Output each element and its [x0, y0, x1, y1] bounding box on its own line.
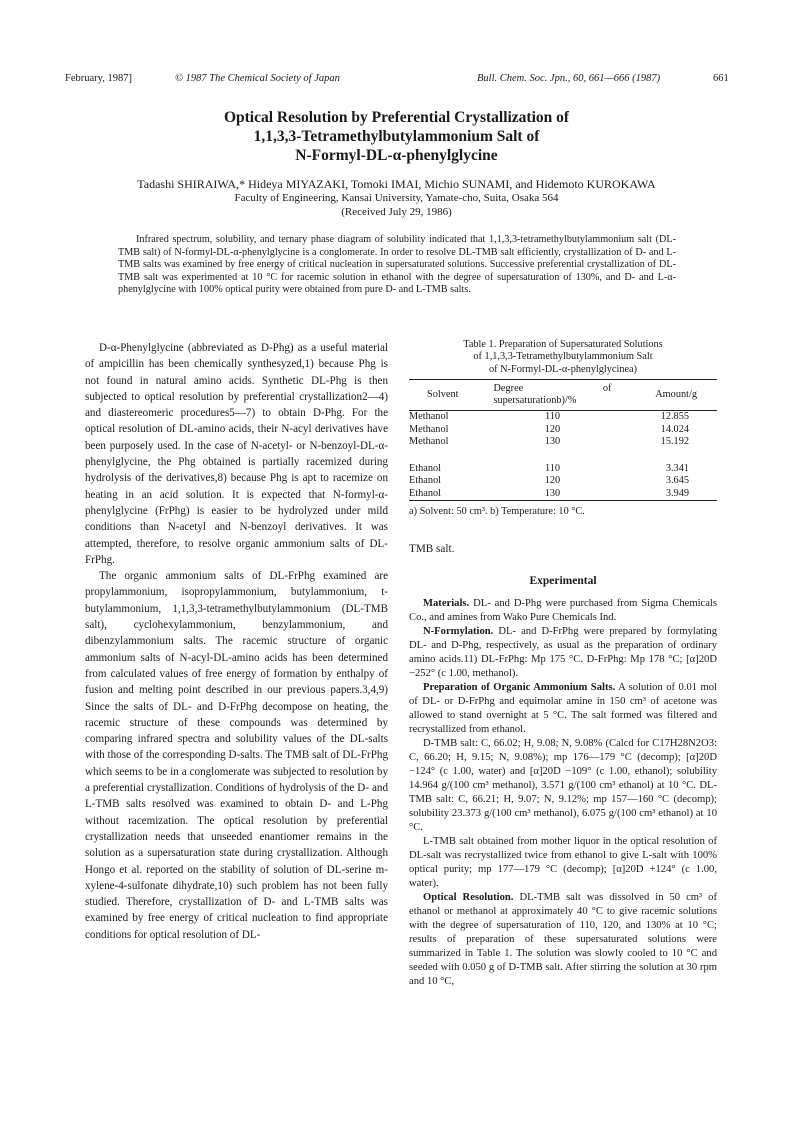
author-list: Tadashi SHIRAIWA,* Hideya MIYAZAKI, Tomoki IMAI, Michio SUNAMI, and Hidemoto KUROKAWA — [137, 177, 656, 191]
body-paragraph — [409, 737, 717, 835]
table-cell: 120 — [544, 475, 561, 487]
table-row — [409, 424, 717, 437]
table-caption — [409, 339, 717, 376]
run-in-head: Optical Resolution. — [423, 892, 514, 904]
body-paragraph — [409, 835, 717, 891]
body-paragraph: The organic ammonium salts of DL-FrPhg examined are propylammonium, isopropylammonium, butylammonium, t-butylammonium, 1,1,3,3-tetramethylbutylammonium (DL-TMB salt), cyclohexylammonium, benzylammonium, and dibenzylammonium salts. The racemic structure of organic ammonium salts of N-acyl-DL-amino acids has been determined from calculated values of free energy of formation by enthalpy of fusion and melting point described in our previous papers.3,4,9) Since the salts of DL- and D-FrPhg decompose on heating, the racemic structure of these compounds was determined by comparing infrared spectra and solubility values of the DL-salts with those of the corresponding D-salts. The TMB salt of DL-FrPhg which seems to be in a conglomerate was subjected to resolution by a preferential crystallization. Conditions of hydrolysis of the D- and L-TMB salts resolved was examined to obtain D- and L-Phg without racemization. The optical resolution by preferential crystallization needs that unseeded enantiomer remains in the solution as a supersaturation state during crystallization. Although Hongo et al. reported on the stability of solution of DL-serine m-xylene-4-sulfonate dihydrate,10) such problem has not been fully studied. Therefore, crystallization of D- and L-TMB salts was examined by free energy of critical nucleation to find appropriate conditions for optical resolution of DL- — [85, 570, 388, 941]
title-line: N-Formyl-DL-α-phenylglycine — [295, 147, 498, 164]
table-cell: Methanol — [409, 411, 449, 423]
run-in-head: N-Formylation. — [423, 626, 494, 638]
table-cell: 3.645 — [665, 475, 689, 487]
affiliation-block — [0, 192, 793, 219]
table-cell: 130 — [493, 488, 611, 501]
right-column — [409, 339, 717, 989]
paragraph-text: L-TMB salt obtained from mother liquor in the optical resolution of DL-salt was recrystallized twice from ethanol to give L-salt with 100% optical purity; mp 177—179 °C (decomp); [α]20D +124° (c 1.00, water). — [409, 836, 717, 890]
body-paragraph — [409, 681, 717, 737]
table-cell: 130 — [544, 436, 561, 448]
data-table — [409, 379, 717, 501]
table-row — [409, 436, 717, 449]
table-cell: 3.949 — [611, 488, 717, 501]
table-cell: 120 — [544, 423, 561, 435]
paragraph-text: DL- and D-Phg were purchased from Sigma Chemicals Co., and amines from Wako Pure Chemicals Ind. — [409, 598, 717, 624]
title-line: 1,1,3,3-Tetramethylbutylammonium Salt of — [253, 128, 540, 145]
table-header-row — [409, 380, 717, 411]
table-row — [409, 463, 717, 476]
title-line: Optical Resolution by Preferential Crystallization of — [223, 109, 570, 126]
table-cell: 110 — [544, 411, 561, 423]
paragraph-text: DL-TMB salt was dissolved in 50 cm³ of ethanol or methanol at approximately 40 °C to give racemic solutions with the degree of supersaturation of 110, 120, and 130% at 10 °C; results of preparation of these supersaturated solutions were summarized in Table 1. The solution was slowly cooled to 10 °C and seeded with 0.050 g of D-TMB salt. After stirring the solution at 30 rpm and 10 °C, — [409, 892, 718, 988]
left-column — [85, 340, 388, 943]
header-date: February, 1987] — [65, 73, 132, 84]
paragraph-text: DL- and D-FrPhg were prepared by formylating DL- and D-Phg, respectively, as usual as the preparation of ordinary amino acids.11) DL-FrPhg: Mp 175 °C. D-FrPhg: Mp 178 °C; [α]20D −252° (c 1.00, methanol). — [409, 626, 717, 680]
table-row — [409, 488, 717, 501]
column-header: Solvent — [409, 380, 493, 411]
header-journal: Bull. Chem. Soc. Jpn., 60, 661—666 (1987) — [477, 73, 661, 84]
table-footnote: a) Solvent: 50 cm³. b) Temperature: 10 °C. — [409, 506, 585, 518]
section-heading: Experimental — [529, 574, 597, 587]
table-caption-line: of N-Formyl-DL-α-phenylglycinea) — [488, 363, 638, 375]
body-paragraph — [409, 891, 717, 989]
table-spacer — [409, 449, 717, 463]
affiliation: Faculty of Engineering, Kansai University, Yamate-cho, Suita, Osaka 564 — [234, 192, 559, 204]
table-cell: Methanol — [409, 436, 449, 448]
table-caption-line: of 1,1,3,3-Tetramethylbutylammonium Salt — [473, 351, 653, 363]
paragraph-text: D-TMB salt: C, 66.02; H, 9.08; N, 9.08% (Calcd for C17H28N2O3: C, 66.20; H, 9.15; N, 9.08%); mp 176—179 °C (decomp); [α]20D −124° (c 1.00, water) and [α]20D −109° (c 1.00, ethanol); solubility 14.964 g/(100 cm³ methanol), 3.571 g/(100 cm³ ethanol) at 10 °C. DL-TMB salt: C, 66.21; H, 9.07; N, 9.12%; mp 157—160 °C (decomp); solubility 23.373 g/(100 cm³ methanol), 6.075 g/(100 cm³ ethanol) at 10 °C. — [409, 738, 717, 834]
table-caption-line: Table 1. Preparation of Supersaturated Solutions — [463, 339, 663, 350]
table-row — [409, 411, 717, 424]
column-header: Amount/g — [611, 380, 717, 411]
experimental-section — [409, 597, 717, 989]
column-header: Degree of supersaturationb)/% — [493, 380, 611, 411]
table-cell: 12.855 — [660, 411, 689, 423]
table-cell: 14.024 — [660, 423, 689, 435]
table-cell: 15.192 — [660, 436, 689, 448]
header-page-number: 661 — [713, 73, 729, 84]
table-cell: Ethanol — [409, 462, 442, 474]
run-in-head: Preparation of Organic Ammonium Salts. — [423, 682, 616, 694]
article-title — [0, 108, 793, 165]
body-paragraph — [409, 625, 717, 681]
table-cell: Ethanol — [409, 488, 493, 501]
table-cell: Methanol — [409, 423, 449, 435]
continuation-text: TMB salt. — [409, 542, 455, 555]
body-paragraph — [409, 597, 717, 625]
body-paragraph: D-α-Phenylglycine (abbreviated as D-Phg) as a useful material of ampicillin has been chemically synthesyzed,1) because Phg is not found in natural amino acids. Synthetic DL-Phg is then subjected to optical resolution by preferential crystallization2—4) and diastereomeric procedures5—7) to obtain D-Phg. For the optical resolution of DL-amino acids, their N-acyl derivatives have been purposely used. In the case of N-acetyl- or N-benzoyl-DL-α-phenylglycine, the Phg obtained is partially racemized during hydrolysis of the derivatives,8) because Phg is apt to racemize on heating in an acid solution. It is expected that N-formyl-α-phenylglycine (FrPhg) is easier to be hydrolyzed under mild conditions than N-acetyl and N-benzoyl derivatives. It was attempted, therefore, to resolve organic ammonium salts of DL-FrPhg. — [85, 342, 388, 566]
run-in-head: Materials. — [423, 598, 470, 610]
table-row — [409, 475, 717, 488]
table-cell: 3.341 — [665, 462, 689, 474]
received-date: (Received July 29, 1986) — [341, 205, 452, 218]
abstract: Infrared spectrum, solubility, and ternary phase diagram of solubility indicated that 1,1,3,3-tetramethylbutylammonium salt (DL-TMB salt) of N-formyl-DL-α-phenylglycine is a conglomerate. In order to resolve DL-TMB salt efficiently, crystallization of D- and L-TMB salts was examined by free energy of critical nucleation in supersaturated solutions. Successive preferential crystallization of DL-TMB salt was experimented at 10 °C for racemic solution in ethanol with the degree of supersaturation of 130%, and D- and L-α-phenylglycine with 100% optical purity were obtained from pure D- and L-TMB salts. — [118, 234, 676, 296]
header-copyright: © 1987 The Chemical Society of Japan — [175, 73, 340, 84]
table-cell: Ethanol — [409, 475, 442, 487]
paragraph-text: A solution of 0.01 mol of DL- or D-FrPhg and equimolar amine in 150 cm³ of acetone was allowed to stand overnight at 5 °C. The salt formed was filtered and recrystallized from ethanol. — [409, 682, 717, 736]
table-cell: 110 — [544, 462, 561, 474]
